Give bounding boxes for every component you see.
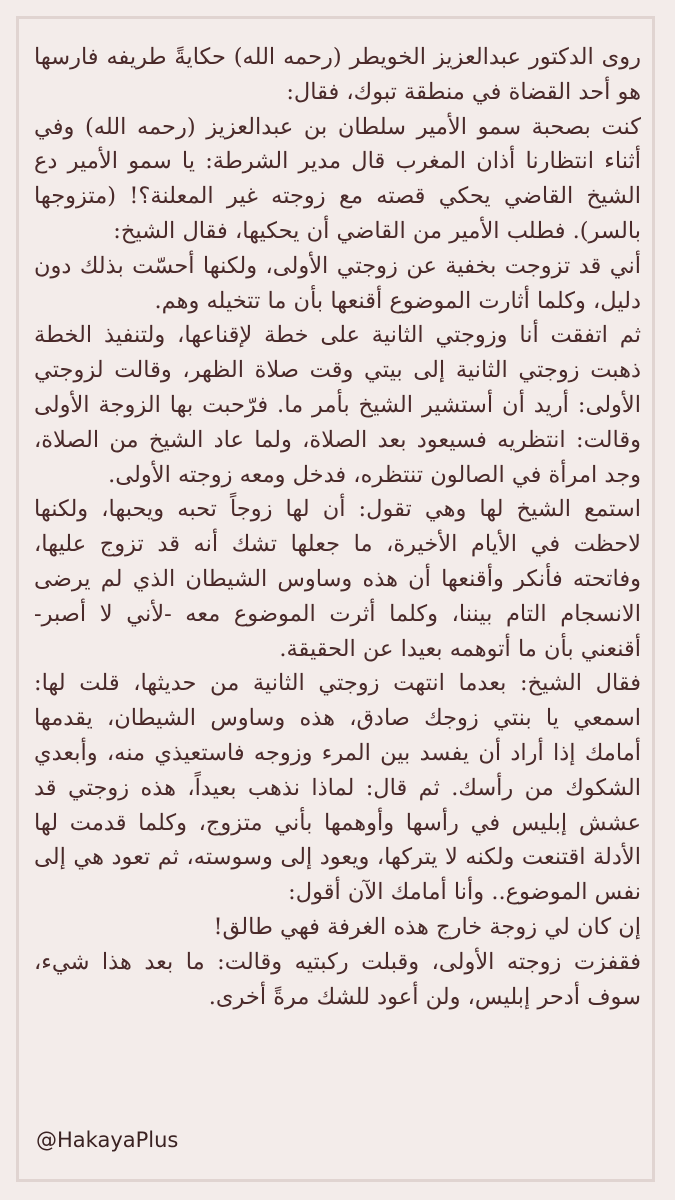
story-paragraph: ثم اتفقت أنا وزوجتي الثانية على خطة لإقناعها، ولتنفيذ الخطة ذهبت زوجتي الثانية إلى بيتي وقت صلاة الظهر، وقالت لزوجتي الأولى: أريد أن أستشير الشيخ بأمر ما. فرّحبت بها الزوجة الأولى وقالت: انتظريه فسيعود بعد الصلاة، ولما عاد الشيخ من الصلاة، وجد امرأة في الصالون تنتظره، فدخل ومعه زوجته الأولى. xyxy=(34,322,641,488)
story-paragraph: إن كان لي زوجة خارج هذه الغرفة فهي طالق! xyxy=(213,913,641,940)
story-paragraph: كنت بصحبة سمو الأمير سلطان بن عبدالعزيز (رحمه الله) وفي أثناء انتظارنا أذان المغرب قال مدير الشرطة: يا سمو الأمير دع الشيخ القاضي يحكي قصته مع زوجته غير المعلنة؟! (متزوجها بالسر). فطلب الأمير من القاضي أن يحكيها، فقال الشيخ: xyxy=(34,113,641,244)
story-paragraph: فقفزت زوجته الأولى، وقبلت ركبتيه وقالت: ما بعد هذا شيء، سوف أدحر إبليس، ولن أعود للشك مرةً أخرى. xyxy=(34,948,641,1010)
story-paragraph: فقال الشيخ: بعدما انتهت زوجتي الثانية من حديثها، قلت لها: اسمعي يا بنتي زوجك صادق، هذه وساوس الشيطان، يقدمها أمامك إذا أراد أن يفسد بين المرء وزوجه فاستعيذي منه، وأبعدي الشكوك من رأسك. ثم قال: لماذا نذهب بعيداً، هذه زوجتي قد عشش إبليس في رأسها وأوهمها بأني متزوج، وكلما قدمت لها الأدلة اقتنعت ولكنه لا يتركها، ويعود إلى وسوسته، ثم تعود هي إلى نفس الموضوع.. وأنا أمامك الآن أقول: xyxy=(34,670,641,906)
story-paragraph: استمع الشيخ لها وهي تقول: أن لها زوجاً تحبه ويحبها، ولكنها لاحظت في الأيام الأخيرة، ما جعلها تشك أنه قد تزوج عليها، وفاتحته فأنكر وأقنعها أن هذه وساوس الشيطان الذي لم يرضى الانسجام التام بيننا، وكلما أثرت الموضوع معه -لأني لا أصبر- أقنعني بأن ما أتوهمه بعيدا عن الحقيقة. xyxy=(34,496,642,662)
story-paragraph: أني قد تزوجت بخفية عن زوجتي الأولى، ولكنها أحسّت بذلك دون دليل، وكلما أثارت الموضوع أقنعها بأن ما تتخيله وهم. xyxy=(34,252,641,314)
story-paragraph: روى الدكتور عبدالعزيز الخويطر (رحمه الله) حكايةً طريفه فارسها هو أحد القضاة في منطقة تبوك، فقال: xyxy=(34,44,641,105)
account-handle: @HakayaPlus xyxy=(36,1128,179,1152)
story-text xyxy=(34,40,641,1014)
